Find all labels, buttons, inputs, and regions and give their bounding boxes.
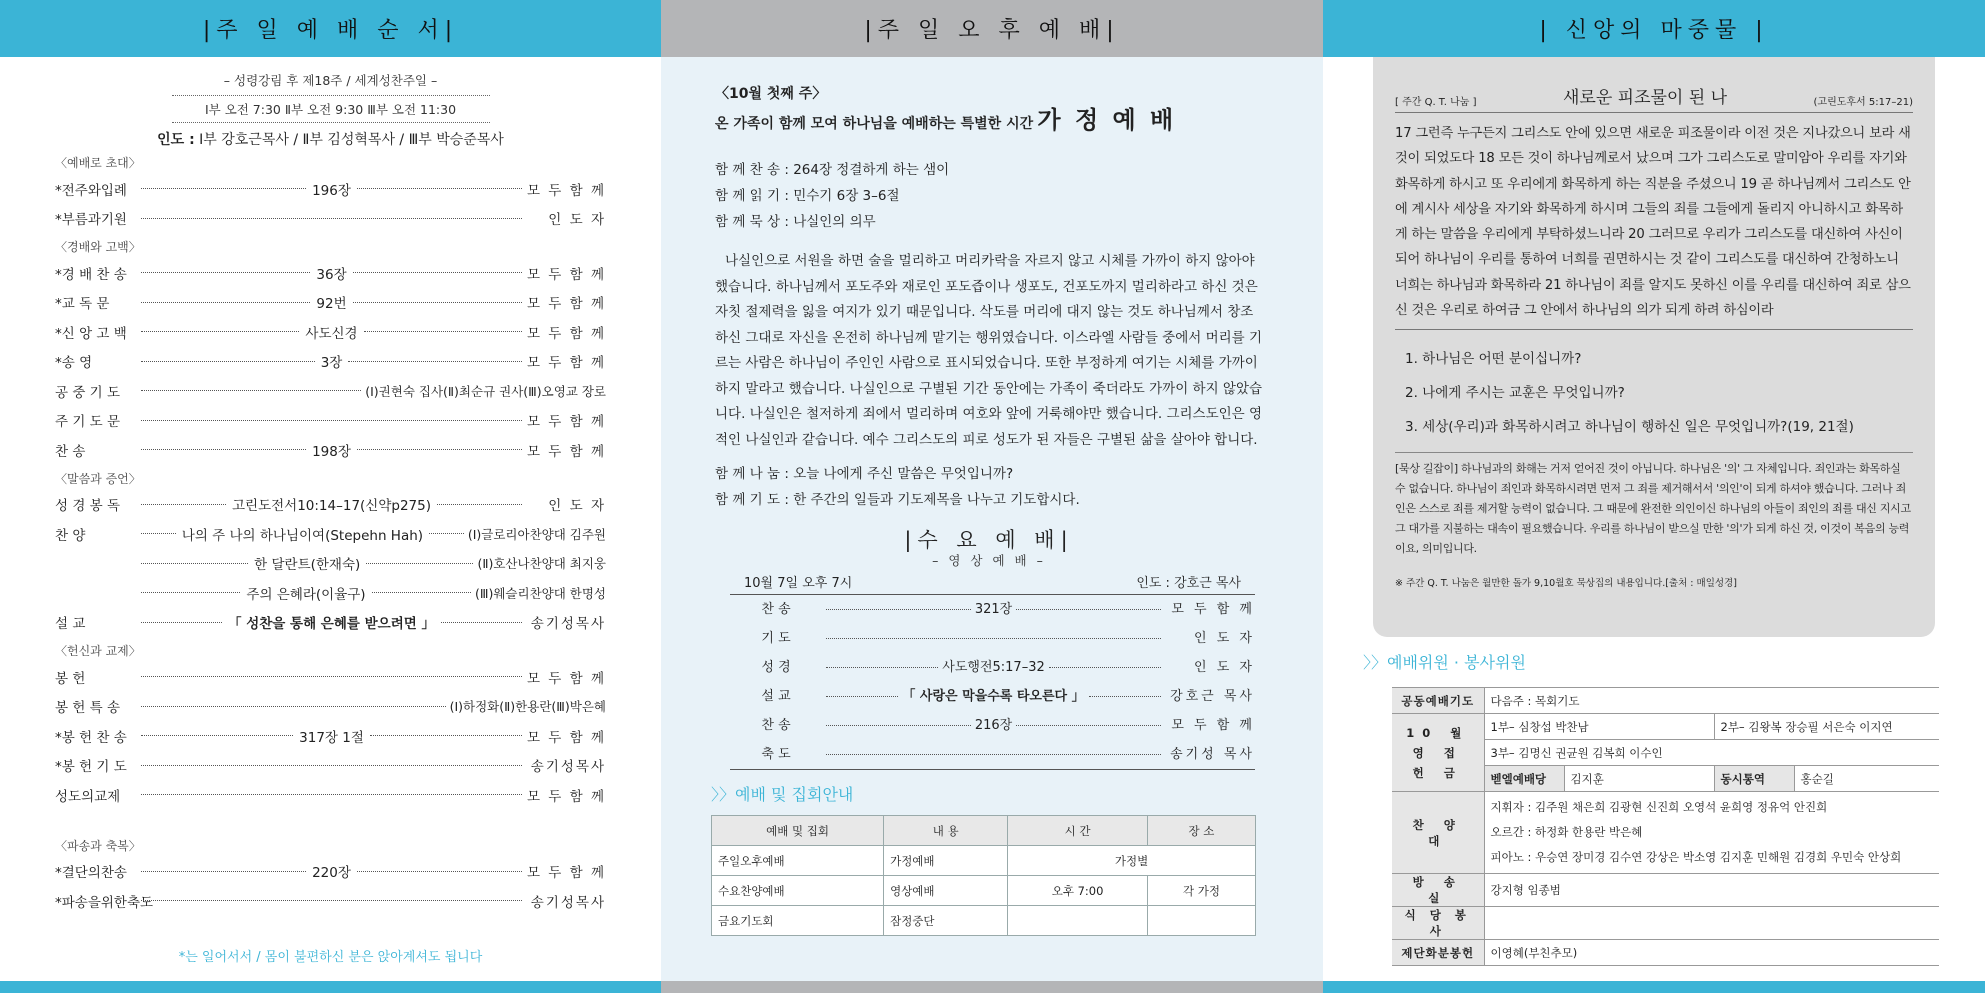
order-person: 모 두 함 께 (526, 296, 607, 313)
family-worship-item (715, 157, 1263, 183)
order-person: 송기성목사 (530, 894, 606, 911)
order-person: (Ⅲ)웨슬리찬양대 한명성 (474, 585, 606, 601)
leader-dots (366, 563, 473, 564)
leader-dots (141, 420, 522, 421)
order-person: 송기성목사 (530, 759, 606, 776)
order-label: 성도의교제 (55, 788, 121, 805)
wednesday-rows (730, 595, 1255, 770)
leader-dots (141, 188, 306, 189)
order-row (55, 258, 606, 288)
notice-header-cell: 예배 및 집회 (712, 816, 884, 846)
order-label: *송 영 (55, 355, 93, 372)
staff-table (1392, 687, 1939, 966)
leader-dots (141, 735, 293, 736)
order-item: 사도신경 (305, 325, 358, 342)
leaders-text: Ⅰ부 강호근목사 / Ⅱ부 김성혁목사 / Ⅲ부 박승준목사 (199, 132, 504, 148)
order-row (55, 519, 606, 549)
qt-question: 2. 나에게 주시는 교훈은 무엇입니까? (1405, 385, 1625, 402)
leader-dots (141, 302, 310, 303)
meditation-guide: [묵상 길잡이] 하나님과의 화해는 거저 얻어진 것이 아닙니다. 하나님은 '의' 그 자체입니다. 죄인과는 화목하실 수 없습니다. 하나님이 죄인과 화목하시려면 먼저 그 죄를 제거해서서 '의인'이 되게 하셔야 했습니다. 그러나 죄인은 스스로 죄를 제거할 능력이 없습니다. 그 때문에 완전한 의인이신 하나님의 아들이 죄인의 죄를 대신 지시고 그 대가를 지불하는 대속이 필요했습니다. 우리를 하나님이 받으실 만한 '의'가 되게 하신 것, 이것이 복음의 능력이요, 의미입니다. (1395, 452, 1913, 559)
leader-dots (141, 533, 176, 534)
order-item: 196장 (312, 182, 351, 199)
devotional-paragraph: 나실인으로 서원을 하면 술을 멀리하고 머리카락을 자르지 않고 시체를 가까이 하지 않아야 했습니다. 하나님께서 포도주와 재로인 포도즙이나 생포도, 건포도까지 멀리하라고 하신 것은 자칫 절제력을 잃을 여지가 있기 때문입니다. 삭도를 머리에 대지 않는 것도 하나님께서 창조하신 그대로 자신을 온전히 하나님께 맡기는 행위였습니다. 이스라엘 사람들 중에서 머리를 기르는 사람은 하나님이 주인인 사람으로 표시되었습니다. 또한 부정하게 여기는 시체를 가까이하지 말라고 했습니다. 나실인으로 구별된 기간 동안에는 가족이 죽더라도 가까이 하지 않았습니다. 나실인은 철저하게 죄에서 멀리하며 여호와 앞에 거룩해야만 했습니다. 그리스도인은 영적인 나실인과 같습니다. 예수 그리스도의 피로 성도가 된 자들은 구별된 삶을 살아야 합니다. (715, 253, 1263, 448)
qt-question: 3. 세상(우리)과 화목하시려고 하나님이 행하신 일은 무엇입니까?(19, 21절) (1405, 419, 1854, 436)
wednesday-worship-caption: – 영 상 예 배 – (932, 553, 1046, 568)
wednesday-item: 찬 송 (761, 601, 791, 617)
order-item: 36장 (316, 266, 347, 283)
leader-dots (141, 676, 522, 677)
leader-dots (141, 900, 522, 901)
choir-organ: 오르간 : 하정화 한용란 박은혜 (1490, 825, 1643, 839)
order-person: (Ⅰ)하정화(Ⅱ)한용란(Ⅲ)박은혜 (449, 699, 606, 715)
leader-dots (357, 188, 522, 189)
order-row (55, 347, 606, 377)
order-row (55, 692, 606, 722)
qt-box (1373, 57, 1935, 637)
spacer (55, 810, 606, 832)
wednesday-row (730, 653, 1255, 682)
family-worship-item (715, 209, 1263, 235)
section-title: 〈헌신과 교제〉 (55, 644, 141, 658)
notice-table-header (712, 816, 1256, 846)
qt-tag: [ 주간 Q. T. 나눔 ] (1395, 97, 1477, 108)
staff-title: 〉〉예배위원 · 봉사위원 (1363, 653, 1526, 672)
wednesday-row (730, 624, 1255, 653)
order-person: 모 두 함 께 (526, 266, 607, 283)
order-row (55, 780, 606, 810)
leader-dots (141, 592, 240, 593)
notice-row (712, 846, 1256, 876)
order-row (55, 608, 606, 638)
order-label: *신 앙 고 백 (55, 325, 127, 342)
family-worship-item (715, 183, 1263, 209)
order-person: 모 두 함 께 (526, 182, 606, 199)
wednesday-detail: 사도행전5:17–32 (942, 659, 1045, 675)
item-value: 한 주간의 일들과 기도제목을 나누고 기도합시다. (793, 492, 1080, 508)
order-row (55, 662, 606, 692)
leader-dots (141, 765, 522, 766)
item-value: 오늘 나에게 주신 말씀은 무엇입니까? (793, 466, 1014, 482)
order-label: *전주와입례 (55, 182, 127, 199)
staff-key: 동시통역 (1714, 766, 1794, 792)
wednesday-person: 모 두 함 께 (1171, 601, 1255, 617)
item-value: 264장 정결하게 하는 샘이 (793, 162, 950, 178)
staff-row-choir (1392, 792, 1939, 874)
leader-dots (141, 272, 310, 273)
staff-value: 김지훈 (1564, 766, 1714, 792)
wednesday-leader: 인도 : 강호근 목사 (1136, 576, 1241, 591)
wednesday-worship-header: |수 요 예 배| (904, 528, 1074, 552)
order-item: 「 성찬을 통해 은혜를 받으려면 」 (228, 616, 435, 633)
order-person: 모 두 함 께 (526, 865, 606, 882)
order-label: *봉 헌 찬 송 (55, 729, 127, 746)
order-item: 3장 (320, 355, 343, 372)
leader-dots (141, 871, 306, 872)
wednesday-row (730, 595, 1255, 624)
notice-title: 〉〉예배 및 집회안내 (711, 785, 854, 804)
order-item: 220장 (312, 865, 351, 882)
notice-table-body (712, 846, 1256, 936)
order-item: 주의 은혜라(이율구) (246, 586, 366, 603)
qt-question: 1. 하나님은 어떤 분이십니까? (1405, 351, 1582, 368)
week-label: 〈10월 첫째 주〉 (715, 86, 827, 102)
leader-dots (370, 735, 522, 736)
section-title: 〈말씀과 증언〉 (55, 471, 141, 486)
leader-dots (141, 563, 248, 564)
order-item: 198장 (312, 443, 351, 460)
item-value: 민수기 6장 3–6절 (793, 188, 900, 204)
notice-cell: 수요찬양예배 (712, 876, 884, 906)
leaders-label: 인도 : (157, 132, 195, 148)
order-label: 공 중 기 도 (55, 384, 121, 401)
service-subtitle: – 성령강림 후 제18주 / 세계성찬주일 – (223, 73, 438, 88)
notice-cell: 영상예배 (884, 876, 1008, 906)
notice-cell: 금요기도회 (712, 906, 884, 936)
intro-text: 온 가족이 함께 모여 하나님을 예배하는 특별한 시간 (715, 116, 1034, 132)
notice-cell: 주일오후예배 (712, 846, 884, 876)
order-person: 모 두 함 께 (526, 355, 607, 372)
wednesday-item: 설 교 (761, 688, 791, 704)
staff-value: 3부– 김명신 권균원 김복희 이수인 (1484, 740, 1939, 766)
order-row (55, 288, 606, 318)
family-worship-intro (715, 105, 1263, 139)
bottom-bar (1323, 981, 1985, 993)
staff-row-prayer (1392, 688, 1939, 714)
wednesday-person: 인 도 자 (1194, 659, 1255, 675)
share-item (715, 487, 1263, 513)
staff-key: 10 월 영 접 헌 금 (1392, 714, 1484, 792)
leader-dots (357, 449, 522, 450)
leader-dots (429, 533, 464, 534)
staff-key: 벧엘예배당 (1484, 766, 1564, 792)
order-row (55, 549, 606, 579)
order-label: 봉 헌 특 송 (55, 700, 121, 717)
staff-row-cafeteria (1392, 907, 1939, 940)
leader-dots (437, 504, 522, 505)
order-person: 모 두 함 께 (526, 414, 606, 431)
leader-dots (141, 361, 315, 362)
leader-dots (1089, 696, 1161, 697)
faith-panel (1323, 0, 1985, 993)
order-item: 317장 1절 (299, 729, 364, 746)
wednesday-item: 축 도 (761, 746, 791, 762)
staff-value (1484, 792, 1939, 874)
notice-cell: 가정예배 (884, 846, 1008, 876)
staff-row-offering (1392, 714, 1939, 740)
family-worship-items (715, 157, 1263, 235)
order-person: 인 도 자 (548, 212, 606, 229)
section-title: 〈파송과 축복〉 (55, 838, 141, 853)
order-person: 송기성목사 (530, 616, 606, 633)
order-label: 찬 송 (55, 443, 86, 460)
qt-title: 새로운 피조물이 된 나 (1563, 88, 1728, 108)
wednesday-item: 기 도 (761, 630, 791, 646)
order-item: 92번 (316, 296, 347, 313)
leader-dots (141, 331, 299, 332)
section-title: 〈경배와 고백〉 (55, 240, 141, 254)
staff-key: 식 당 봉 사 (1392, 907, 1484, 940)
notice-row (712, 876, 1256, 906)
staff-key: 제단화분봉헌 (1392, 940, 1484, 966)
staff-row-broadcast (1392, 874, 1939, 907)
choir-conductor: 지휘자 : 김주원 채은희 김광현 신진희 오영석 윤희영 정유억 안진희 (1490, 800, 1828, 814)
order-item: 한 달란트(한재숙) (254, 557, 361, 574)
notice-cell: 가정별 (1008, 846, 1256, 876)
order-row (55, 490, 606, 520)
staff-value: 강지형 임종범 (1484, 874, 1939, 907)
wednesday-item: 찬 송 (761, 717, 791, 733)
order-label: *결단의찬송 (55, 865, 127, 882)
wednesday-row (730, 711, 1255, 740)
afternoon-worship-header: |주 일 오 후 예 배| (661, 0, 1323, 57)
notice-cell: 오후 7:00 (1008, 876, 1148, 906)
worship-order-panel (0, 0, 661, 993)
leader-dots (141, 449, 306, 450)
leader-dots (141, 504, 226, 505)
notice-cell (1008, 906, 1148, 936)
wednesday-order-table (730, 573, 1255, 770)
family-worship-title: 가 정 예 배 (1037, 106, 1177, 134)
notice-cell (1147, 906, 1255, 936)
leader-dots (141, 622, 222, 623)
share-item (715, 461, 1263, 487)
bottom-bar (661, 981, 1323, 993)
order-person: 인 도 자 (548, 498, 606, 515)
choir-piano: 피아노 : 우승연 장미경 김수연 강상은 박소영 김지훈 민해원 김경희 우민숙 안상희 (1490, 850, 1902, 864)
order-person: (Ⅰ)글로리아찬양대 김주원 (467, 526, 607, 542)
qt-reference: (고린도후서 5:17–21) (1813, 97, 1913, 108)
service-leaders (55, 129, 606, 149)
order-person: 모 두 함 께 (526, 325, 607, 342)
order-label: 설 교 (55, 616, 86, 633)
staff-key: 방 송 실 (1392, 874, 1484, 907)
staff-value (1484, 907, 1939, 940)
staff-row-flower (1392, 940, 1939, 966)
notice-header-cell: 내 용 (884, 816, 1008, 846)
order-person: (Ⅰ)권현숙 집사(Ⅱ)최순규 권사(Ⅲ)오영교 장로 (365, 383, 606, 399)
order-row (55, 578, 606, 608)
order-label: *봉 헌 기 도 (55, 759, 127, 776)
leader-dots (141, 390, 361, 391)
leader-dots (141, 794, 522, 795)
leader-dots (353, 272, 522, 273)
order-label: 성 경 봉 독 (55, 498, 121, 515)
wednesday-person: 인 도 자 (1194, 630, 1255, 646)
scripture-text: 17 그런즉 누구든지 그리스도 안에 있으면 새로운 피조물이라 이전 것은 지나갔으니 보라 새 것이 되었도다 18 모든 것이 하나님께로서 났으며 그가 그리스도로 말미암아 우리를 자기와 화목하게 하시고 또 우리에게 화목하게 하는 직분을 주셨으니 19 곧 하나님께서 그리스도 안에 계시사 세상을 자기와 화목하게 하시며 그들의 죄를 그들에게 돌리지 아니하시고 화목하게 하는 말씀을 우리에게 부탁하셨느니라 20 그러므로 우리가 그리스도를 대신하여 사신이 되어 하나님이 우리를 통하여 너희를 권면하시는 것 같이 그리스도를 대신하여 간청하노니 너희는 하나님과 화목하라 21 하나님이 죄를 알지도 못하신 이를 우리를 대신하여 죄로 삼으신 것은 우리로 하여금 그 안에서 하나님의 의가 되게 하려 하심이라 (1395, 121, 1913, 330)
order-row (55, 204, 606, 234)
afternoon-worship-panel (661, 0, 1323, 993)
notice-cell: 잠정중단 (884, 906, 1008, 936)
staff-key: 찬 양 대 (1392, 792, 1484, 874)
order-label: *부름과기원 (55, 212, 127, 229)
staff-value: 1부– 심창섭 박찬남 (1484, 714, 1714, 740)
leader-dots (141, 218, 522, 219)
order-row (55, 174, 606, 204)
service-times: Ⅰ부 오전 7:30 Ⅱ부 오전 9:30 Ⅲ부 오전 11:30 (172, 95, 490, 123)
qt-source: ※ 주간 Q. T. 나눔은 월만한 돌가 9,10월호 묵상집의 내용입니다.[출처 : 매일성경] (1395, 578, 1737, 590)
order-person: 모 두 함 께 (526, 443, 606, 460)
order-row (55, 317, 606, 347)
wednesday-item: 성 경 (761, 659, 791, 675)
order-label: *경 배 찬 송 (55, 266, 127, 283)
item-key: 함 께 읽 기 : (715, 188, 789, 204)
wednesday-row (730, 682, 1255, 711)
wednesday-detail: 216장 (974, 717, 1013, 733)
order-label: *교 독 문 (55, 296, 110, 313)
order-person: 모 두 함 께 (526, 670, 606, 687)
order-label: 봉 헌 (55, 670, 86, 687)
order-row (55, 886, 606, 916)
wednesday-person: 송기성 목사 (1170, 746, 1255, 762)
qt-title-row (1395, 83, 1913, 113)
worship-order-header: |주 일 예 배 순 서| (0, 0, 661, 57)
order-item: 고린도전서10:14–17(신약p275) (232, 498, 431, 515)
wednesday-detail: 321장 (974, 601, 1013, 617)
wednesday-row (730, 740, 1255, 769)
staff-value: 이영혜(부친추모) (1484, 940, 1939, 966)
order-row (55, 406, 606, 436)
order-row (55, 857, 606, 887)
leader-dots (372, 592, 471, 593)
wednesday-info-row (730, 573, 1255, 595)
leader-dots (441, 622, 522, 623)
order-person: 모 두 함 께 (526, 788, 606, 805)
order-row (55, 751, 606, 781)
leader-dots (1016, 609, 1161, 610)
notice-table (711, 815, 1256, 936)
item-value: 나실인의 의무 (793, 214, 876, 230)
order-label: 주 기 도 문 (55, 414, 121, 431)
order-person: (Ⅱ)호산나찬양대 최지웅 (477, 556, 606, 572)
wednesday-date: 10월 7일 오후 7시 (744, 576, 853, 591)
wednesday-person: 강호근 목사 (1170, 688, 1255, 704)
leader-dots (826, 725, 971, 726)
leader-dots (364, 331, 522, 332)
leader-dots (357, 871, 522, 872)
leader-dots (826, 667, 938, 668)
notice-header-cell: 시 간 (1008, 816, 1148, 846)
notice-row (712, 906, 1256, 936)
order-label: 찬 양 (55, 527, 86, 544)
notice-cell: 각 가정 (1147, 876, 1255, 906)
standing-note: *는 일어서서 / 몸이 불편하신 분은 앉아계셔도 됩니다 (178, 950, 483, 965)
item-key: 함 께 기 도 : (715, 492, 789, 508)
share-items (715, 461, 1263, 513)
order-person: 모 두 함 께 (526, 729, 607, 746)
section-title: 〈예배로 초대〉 (55, 156, 141, 170)
leader-dots (1049, 667, 1161, 668)
leader-dots (353, 302, 522, 303)
staff-value: 2부– 김왕복 장승필 서은숙 이지연 (1714, 714, 1939, 740)
leader-dots (826, 754, 1161, 755)
order-row (55, 721, 606, 751)
qt-questions (1395, 342, 1913, 444)
wednesday-person: 모 두 함 께 (1171, 717, 1255, 733)
wednesday-detail: 「 사랑은 막을수록 타오른다 」 (902, 688, 1085, 704)
order-item: 나의 주 나의 하나님이여(Stepehn Hah) (181, 527, 424, 544)
notice-header-cell: 장 소 (1147, 816, 1255, 846)
order-row (55, 376, 606, 406)
item-key: 함 께 묵 상 : (715, 214, 789, 230)
staff-value: 다음주 : 목회기도 (1484, 688, 1939, 714)
worship-order-list (55, 153, 606, 916)
leader-dots (826, 696, 898, 697)
leader-dots (1016, 725, 1161, 726)
order-label: *파송을위한축도 (55, 894, 154, 911)
staff-key: 공동예배기도 (1392, 688, 1484, 714)
leader-dots (141, 706, 446, 707)
staff-value: 홍순길 (1794, 766, 1939, 792)
item-key: 함 께 찬 송 : (715, 162, 789, 178)
bottom-bar (0, 981, 661, 993)
item-key: 함 께 나 눔 : (715, 466, 789, 482)
leader-dots (348, 361, 522, 362)
leader-dots (826, 609, 971, 610)
order-row (55, 435, 606, 465)
faith-header: | 신앙의 마중물 | (1323, 0, 1985, 57)
leader-dots (826, 638, 1161, 639)
